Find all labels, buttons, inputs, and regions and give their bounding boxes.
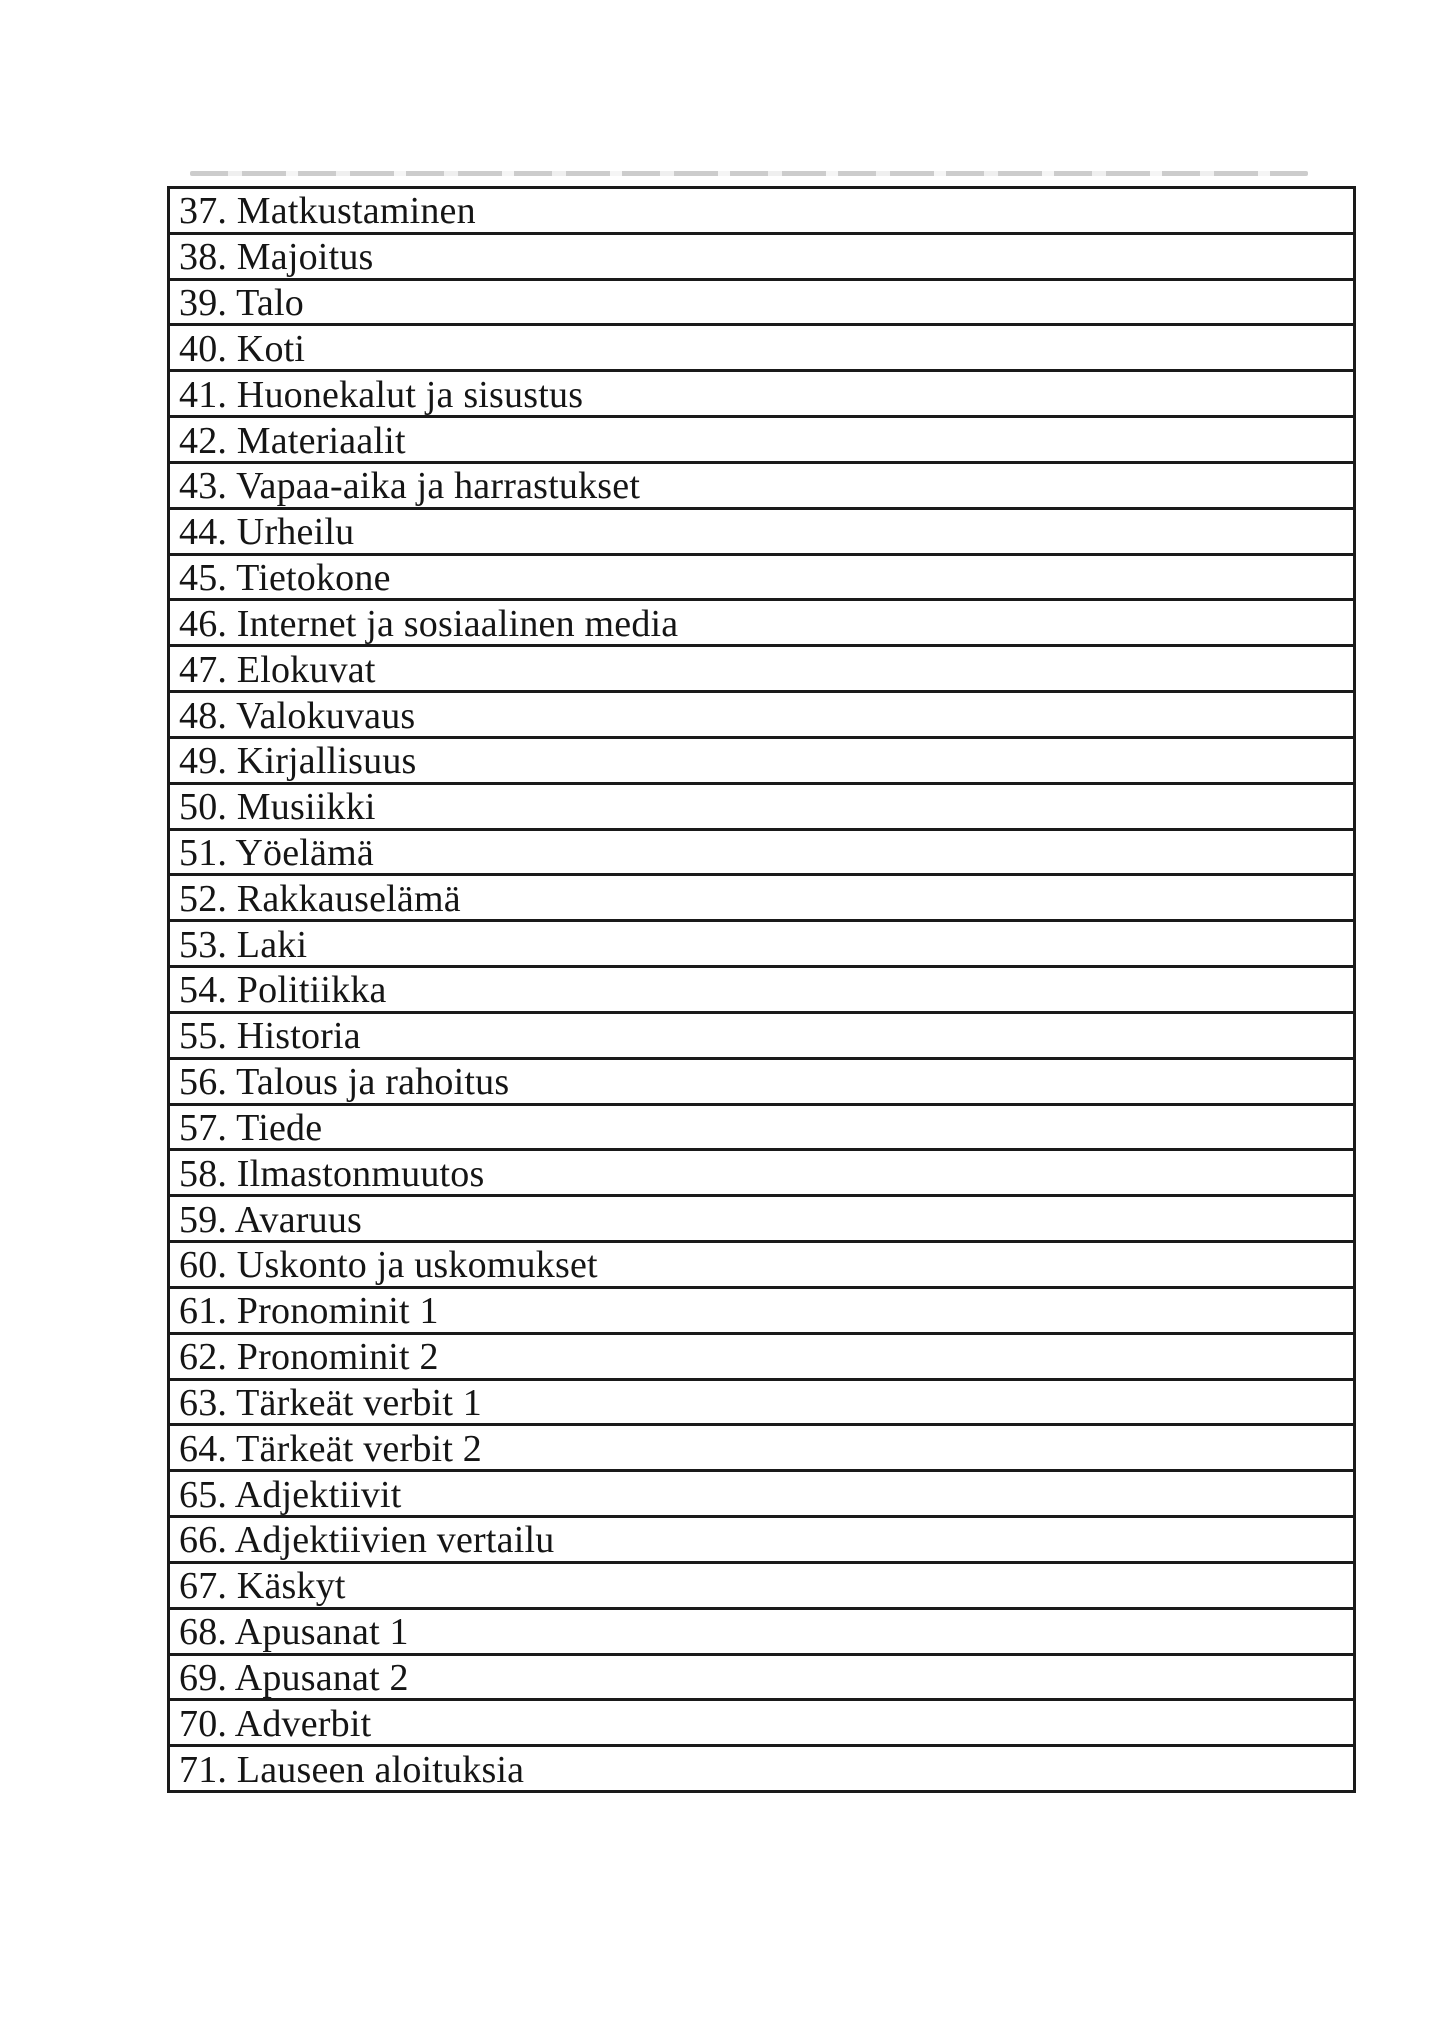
toc-row (170, 1243, 1353, 1289)
toc-row (170, 1289, 1353, 1335)
toc-entry-label: 50. Musiikki (179, 786, 376, 829)
toc-entry-label: 44. Urheilu (179, 511, 355, 554)
toc-table (167, 186, 1356, 1793)
toc-row (170, 1151, 1353, 1197)
toc-entry-label: 49. Kirjallisuus (179, 740, 417, 783)
toc-entry-label: 42. Materiaalit (179, 419, 406, 462)
toc-entry-label: 61. Pronominit 1 (179, 1290, 439, 1333)
toc-entry-label: 70. Adverbit (179, 1702, 372, 1745)
toc-row (170, 1610, 1353, 1656)
toc-row (170, 510, 1353, 556)
toc-row (170, 693, 1353, 739)
toc-entry-label: 67. Käskyt (179, 1565, 346, 1608)
toc-row (170, 1747, 1353, 1790)
toc-entry-label: 55. Historia (179, 1015, 361, 1058)
toc-entry-label: 51. Yöelämä (179, 832, 374, 874)
toc-entry-label: 40. Koti (179, 327, 306, 370)
toc-row (170, 326, 1353, 372)
toc-entry-label: 47. Elokuvat (179, 648, 376, 691)
toc-row (170, 647, 1353, 693)
toc-entry-label: 43. Vapaa-aika ja harrastukset (179, 465, 641, 508)
toc-row (170, 831, 1353, 877)
toc-entry-label: 41. Huonekalut ja sisustus (179, 373, 584, 416)
toc-entry-label: 66. Adjektiivien vertailu (179, 1519, 555, 1562)
scan-artifact-line (190, 171, 1308, 176)
toc-row (170, 739, 1353, 785)
toc-entry-label: 64. Tärkeät verbit 2 (179, 1427, 482, 1470)
toc-row (170, 1564, 1353, 1610)
toc-entry-label: 65. Adjektiivit (179, 1473, 402, 1516)
toc-entry-label: 48. Valokuvaus (179, 694, 416, 737)
toc-row (170, 1060, 1353, 1106)
toc-entry-label: 54. Politiikka (179, 969, 387, 1012)
toc-row (170, 601, 1353, 647)
toc-row (170, 418, 1353, 464)
toc-entry-label: 46. Internet ja sosiaalinen media (179, 602, 679, 645)
toc-entry-label: 63. Tärkeät verbit 1 (179, 1381, 482, 1424)
toc-row (170, 922, 1353, 968)
toc-entry-label: 62. Pronominit 2 (179, 1336, 439, 1379)
toc-row (170, 1518, 1353, 1564)
toc-row (170, 1014, 1353, 1060)
toc-row (170, 1197, 1353, 1243)
toc-entry-label: 56. Talous ja rahoitus (179, 1061, 510, 1104)
toc-row (170, 556, 1353, 602)
toc-row (170, 189, 1353, 235)
toc-entry-label: 53. Laki (179, 923, 308, 966)
toc-row (170, 372, 1353, 418)
toc-entry-label: 58. Ilmastonmuutos (179, 1152, 485, 1195)
toc-entry-label: 69. Apusanat 2 (179, 1656, 409, 1699)
toc-row (170, 281, 1353, 327)
toc-entry-label: 59. Avaruus (179, 1198, 363, 1241)
toc-row (170, 876, 1353, 922)
toc-entry-label: 71. Lauseen aloituksia (179, 1748, 525, 1790)
toc-entry-label: 39. Talo (179, 282, 304, 325)
toc-entry-label: 68. Apusanat 1 (179, 1611, 409, 1654)
toc-row (170, 1656, 1353, 1702)
toc-row (170, 968, 1353, 1014)
toc-entry-label: 38. Majoitus (179, 236, 374, 279)
toc-entry-label: 57. Tiede (179, 1106, 323, 1149)
toc-row (170, 785, 1353, 831)
toc-entry-label: 37. Matkustaminen (179, 190, 476, 233)
toc-row (170, 1472, 1353, 1518)
toc-row (170, 1701, 1353, 1747)
toc-row (170, 1106, 1353, 1152)
toc-entry-label: 60. Uskonto ja uskomukset (179, 1244, 598, 1287)
toc-entry-label: 45. Tietokone (179, 557, 391, 600)
toc-row (170, 1335, 1353, 1381)
toc-row (170, 235, 1353, 281)
toc-row (170, 1381, 1353, 1427)
toc-row (170, 1426, 1353, 1472)
toc-row (170, 464, 1353, 510)
toc-entry-label: 52. Rakkauselämä (179, 877, 461, 920)
